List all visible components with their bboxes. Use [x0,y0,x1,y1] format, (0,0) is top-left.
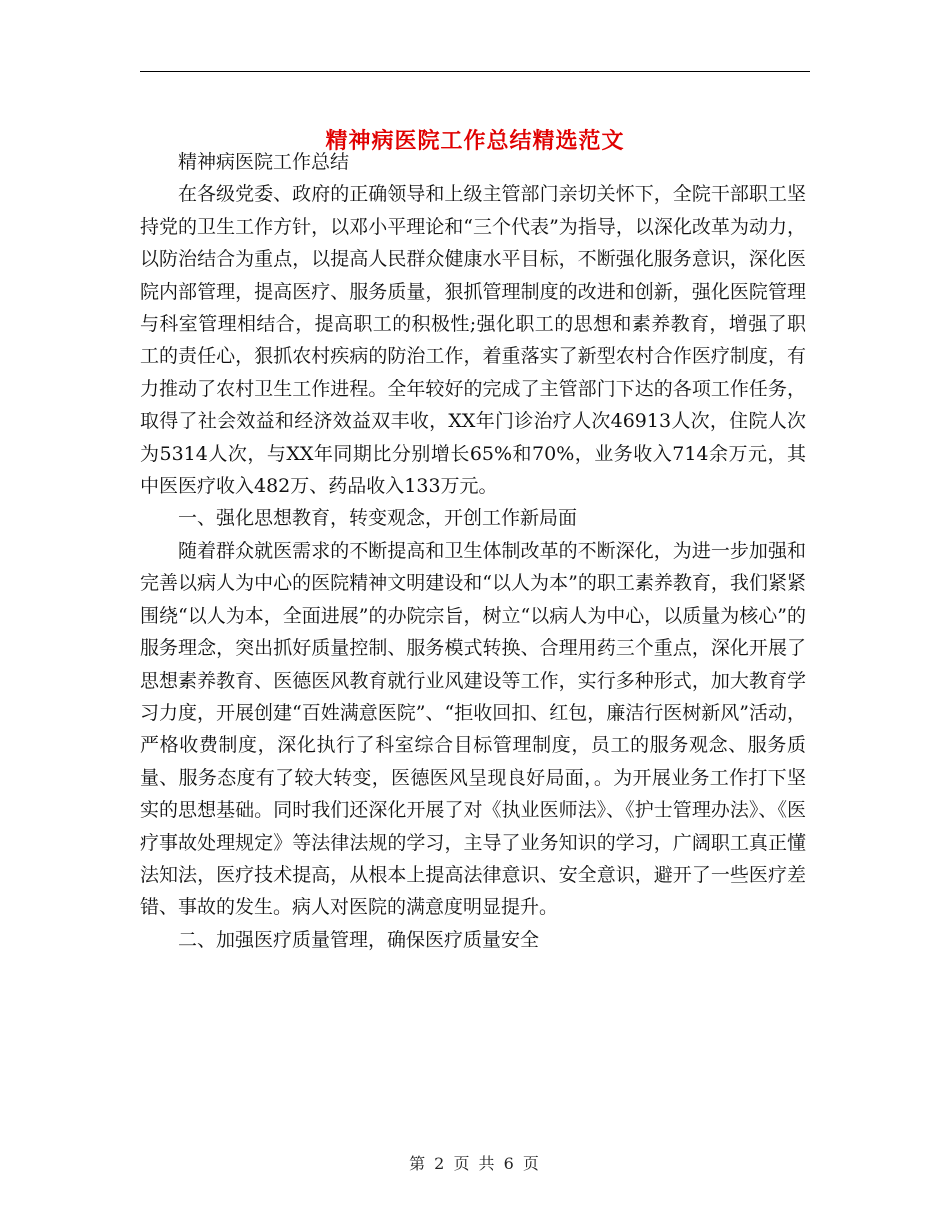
section-heading: 二、加强医疗质量管理，确保医疗质量安全 [178,928,540,951]
body-paragraph: 在各级党委、政府的正确领导和上级主管部门亲切关怀下，全院干部职工坚持党的卫生工作方针，以邓小平理论和“三个代表”为指导，以深化改革为动力，以防治结合为重点，以提高人民群众健康水平目标，不断强化服务意识，深化医院内部管理，提高医疗、服务质量，狠抓管理制度的改进和创新，强化医院管理与科室管理相结合，提高职工的积极性;强化职工的思想和素养教育，增强了职工的责任心，狠抓农村疾病的防治工作，着重落实了新型农村合作医疗制度，有力推动了农村卫生工作进程。全年较好的完成了主管部门下达的各项工作任务，取得了社会效益和经济效益双丰收，XX年门诊治疗人次46913人次，住院人次为5314人次，与XX年同期比分别增长65%和70%，业务收入714余万元，其中医医疗收入482万、药品收入133万元。 [140,183,806,498]
section-heading: 一、强化思想教育，转变观念，开创工作新局面 [178,507,578,530]
document-body [140,146,806,956]
header-rule [140,71,810,72]
page-number: 第 2 页 共 6 页 [409,1154,541,1173]
section-subtitle: 精神病医院工作总结 [178,151,350,173]
document-title: 精神病医院工作总结精选范文 [325,127,625,154]
body-paragraph: 随着群众就医需求的不断提高和卫生体制改革的不断深化，为进一步加强和完善以病人为中心的医院精神文明建设和“以人为本”的职工素养教育，我们紧紧围绕“以人为本，全面进展”的办院宗旨，树立“以病人为中心，以质量为核心”的服务理念，突出抓好质量控制、服务模式转换、合理用药三个重点，深化开展了思想素养教育、医德医风教育就行业风建设等工作，实行多种形式，加大教育学习力度，开展创建“百姓满意医院”、“拒收回扣、红包，廉洁行医树新风”活动，严格收费制度，深化执行了科室综合目标管理制度，员工的服务观念、服务质量、服务态度有了较大转变，医德医风呈现良好局面，。为开展业务工作打下坚实的思想基础。同时我们还深化开展了对《执业医师法》、《护士管理办法》、《医疗事故处理规定》等法律法规的学习，主导了业务知识的学习，广阔职工真正懂法知法，医疗技术提高，从根本上提高法律意识、安全意识，避开了一些医疗差错、事故的发生。病人对医院的满意度明显提升。 [140,539,806,919]
